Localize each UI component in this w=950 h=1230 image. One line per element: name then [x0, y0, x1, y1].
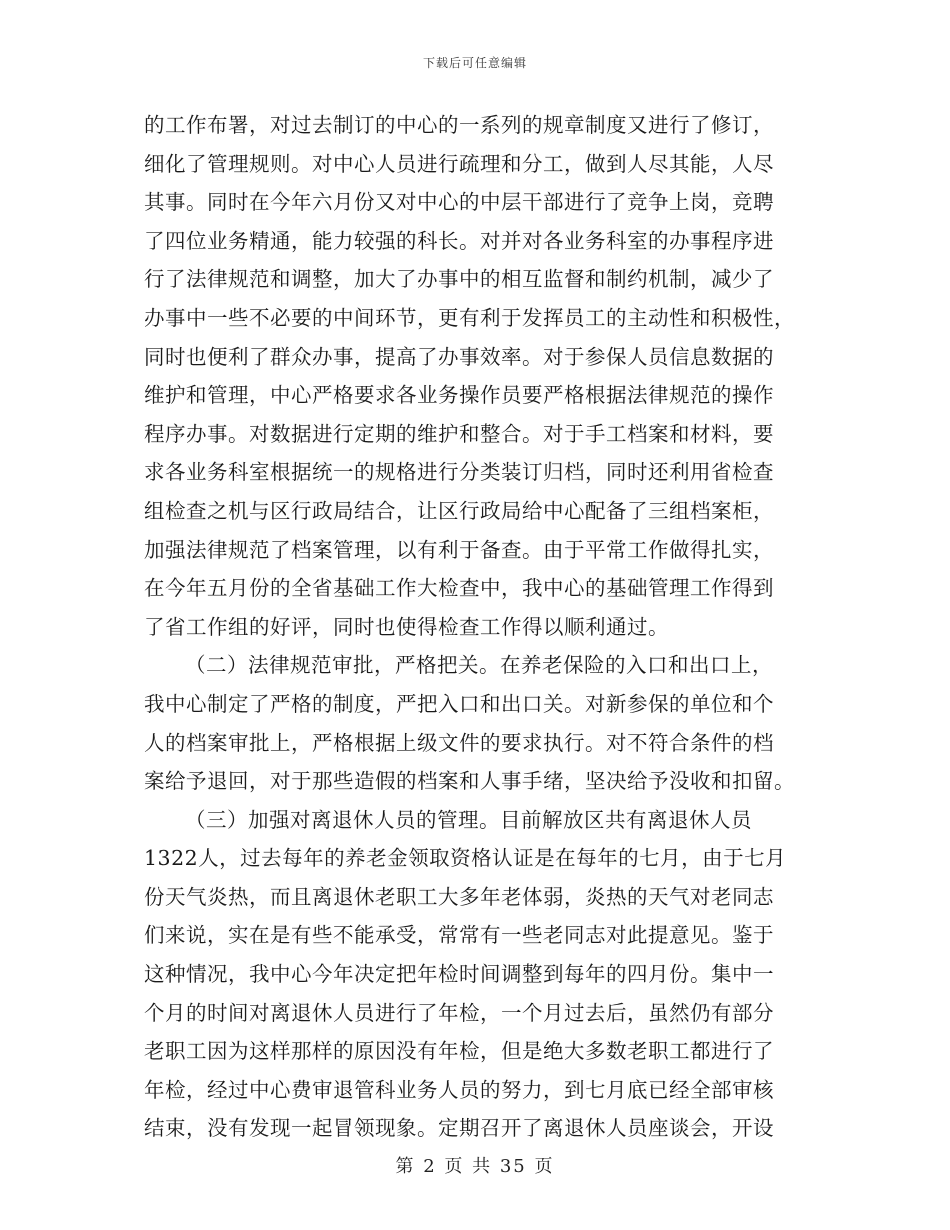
text-line: 份天气炎热，而且离退休老职工大多年老体弱，炎热的天气对老同志	[144, 884, 774, 909]
text-line: 程序办事。对数据进行定期的维护和整合。对于手工档案和材料，要	[144, 421, 774, 446]
text-line: 个月的时间对离退休人员进行了年检，一个月过去后，虽然仍有部分	[144, 1000, 774, 1025]
text-line: （三）加强对离退休人员的管理。目前解放区共有离退休人员	[185, 807, 752, 832]
text-line: 了省工作组的好评，同时也使得检查工作得以顺利通过。	[144, 614, 669, 639]
text-line: 老职工因为这样那样的原因没有年检，但是绝大多数老职工都进行了	[144, 1039, 774, 1064]
text-line: 人的档案审批上，严格根据上级文件的要求执行。对不符合条件的档	[144, 730, 774, 755]
text-line: 求各业务科室根据统一的规格进行分类装订归档，同时还利用省检查	[144, 460, 774, 485]
text-line: 办事中一些不必要的中间环节，更有利于发挥员工的主动性和积极性，	[144, 305, 795, 330]
text-line: 同时也便利了群众办事，提高了办事效率。对于参保人员信息数据的	[144, 344, 774, 369]
text-line: 们来说，实在是有些不能承受，常常有一些老同志对此提意见。鉴于	[144, 923, 774, 948]
text-line: 我中心制定了严格的制度，严把入口和出口关。对新参保的单位和个	[144, 691, 774, 716]
text-line: 结束，没有发现一起冒领现象。定期召开了离退休人员座谈会，开设	[144, 1116, 774, 1141]
text-line: 行了法律规范和调整，加大了办事中的相互监督和制约机制，减少了	[144, 267, 774, 292]
text-line: 在今年五月份的全省基础工作大检查中，我中心的基础管理工作得到	[144, 576, 774, 601]
text-line: 其事。同时在今年六月份又对中心的中层干部进行了竞争上岗，竞聘	[144, 190, 774, 215]
text-line: 维护和管理，中心严格要求各业务操作员要严格根据法律规范的操作	[144, 383, 774, 408]
text-line: 的工作布署，对过去制订的中心的一系列的规章制度又进行了修订，	[144, 113, 774, 137]
text-line: （二）法律规范审批，严格把关。在养老保险的入口和出口上，	[185, 653, 773, 678]
text-line: 年检，经过中心费审退管科业务人员的努力，到七月底已经全部审核	[144, 1077, 774, 1102]
page-footer: 第 2 页 共 35 页	[395, 1156, 555, 1177]
text-line: 组检查之机与区行政局结合，让区行政局给中心配备了三组档案柜，	[144, 498, 774, 523]
text-line: 1322人，过去每年的养老金领取资格认证是在每年的七月，由于七月	[144, 846, 787, 871]
text-line: 案给予退回，对于那些造假的档案和人事手绪，坚决给予没收和扣留。	[144, 769, 795, 794]
text-line: 加强法律规范了档案管理，以有利于备查。由于平常工作做得扎实，	[144, 537, 774, 562]
text-line: 了四位业务精通，能力较强的科长。对并对各业务科室的办事程序进	[144, 228, 774, 253]
text-line: 细化了管理规则。对中心人员进行疏理和分工，做到人尽其能，人尽	[144, 151, 774, 176]
page-header: 下载后可任意编辑	[422, 56, 527, 70]
document-body	[144, 106, 804, 1148]
text-line: 这种情况，我中心今年决定把年检时间调整到每年的四月份。集中一	[144, 962, 774, 987]
